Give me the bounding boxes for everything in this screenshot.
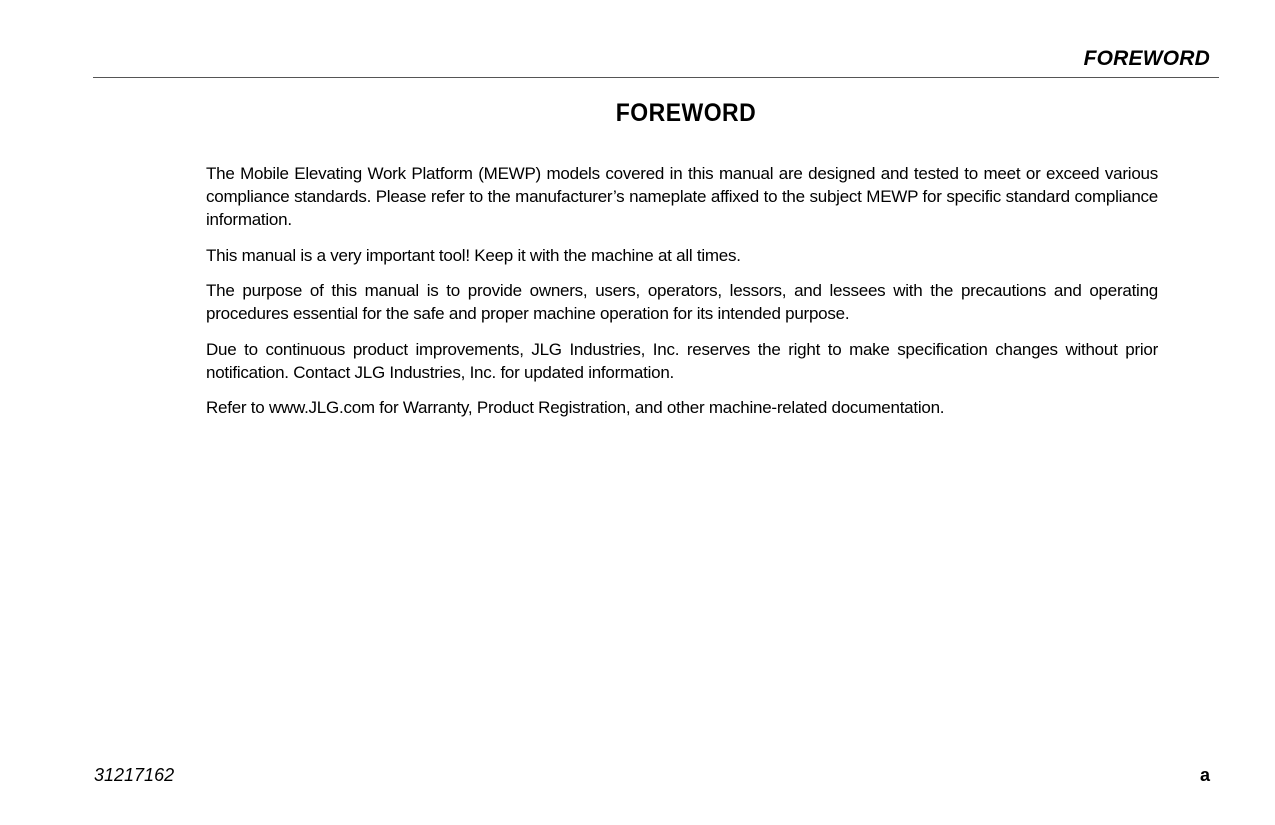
paragraph-purpose: The purpose of this manual is to provide owners, users, operators, lessors, and lessees with the precautions and operating procedures essential for the safe and proper machine operation for its intended purpose.	[206, 281, 1158, 323]
header-divider	[93, 77, 1219, 78]
paragraph-improvements: Due to continuous product improvements, JLG Industries, Inc. reserves the right to make specification changes without prior notification. Contact JLG Industries, Inc. for updated information.	[206, 339, 1158, 382]
foreword-body	[206, 162, 1158, 432]
document-number: 31217162	[94, 765, 175, 785]
paragraph-website-reference: Refer to www.JLG.com for Warranty, Product Registration, and other machine-related documentation.	[206, 398, 945, 417]
page-title: FOREWORD	[615, 99, 757, 127]
running-header-title: FOREWORD	[1083, 47, 1210, 70]
page-number: a	[1199, 765, 1210, 785]
paragraph-compliance: The Mobile Elevating Work Platform (MEWP) models covered in this manual are designed and tested to meet or exceed various compliance standards. Please refer to the manufacturer’s nameplate affixed to the subject MEWP for specific standard compliance information.	[206, 164, 1158, 229]
paragraph-important-tool: This manual is a very important tool! Keep it with the machine at all times.	[206, 245, 741, 265]
